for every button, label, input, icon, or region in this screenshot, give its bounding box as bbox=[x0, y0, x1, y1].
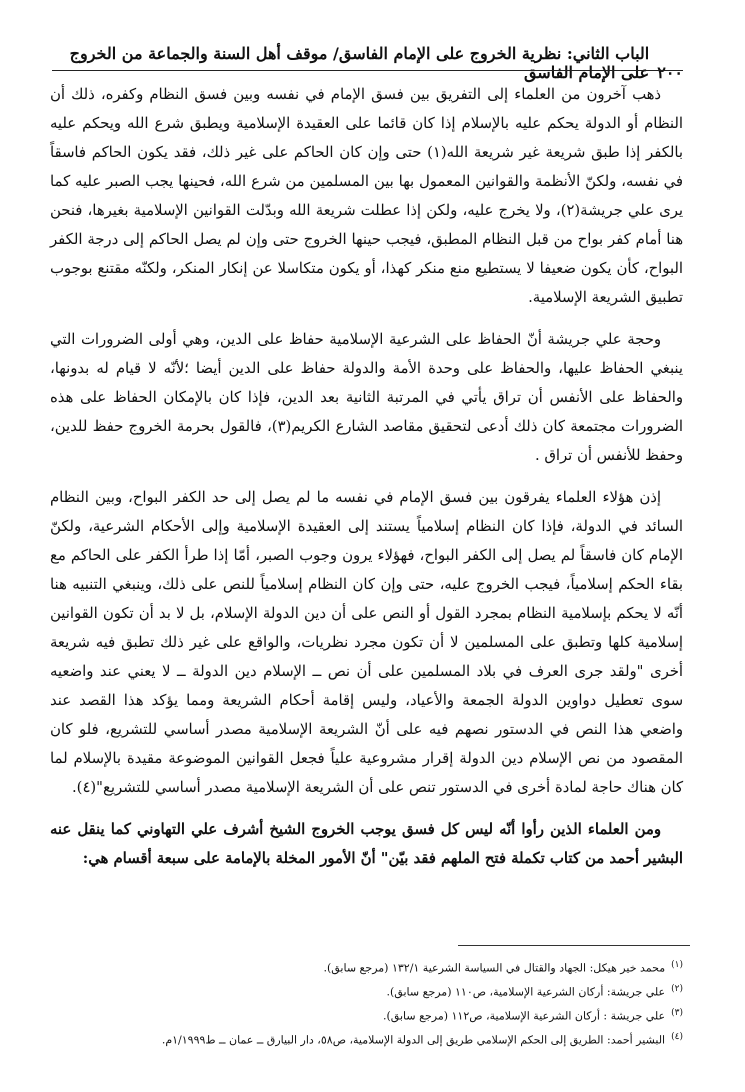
footnote-mark: (٣) bbox=[671, 1008, 683, 1019]
page-number: ٢٠٠ bbox=[657, 63, 683, 83]
footnote-1 bbox=[80, 955, 683, 979]
footnote-text: محمد خير هيكل: الجهاد والقتال في السياسة الشرعية ١٣٢/١ (مرجع سابق). bbox=[323, 961, 666, 975]
footnote-mark: (١) bbox=[671, 960, 683, 970]
body-text bbox=[50, 80, 683, 886]
footnote-mark: (٤) bbox=[671, 1032, 683, 1043]
footnote-text: البشير أحمد: الطريق إلى الحكم الإسلامي طريق إلى الدولة الإسلامية، ص٥٨، دار البيارق ــ عمان ــ ط١/١٩٩٩م. bbox=[161, 1034, 666, 1048]
paragraph-3: إذن هؤلاء العلماء يفرقون بين فسق الإمام في نفسه ما لم يصل إلى حد الكفر البواح، وبين النظام السائد في الدولة، فإذا كان النظام إسلامياً يستند إلى العقيدة الإسلامية وإلى الأحكام الشرعية، ولكنّ الإمام كان فاسقاً لم يصل إلى الكفر البواح، فهؤلاء يرون وجوب الصبر، أمّا إذا طرأ الكفر على الحاكم مع بقاء الحكم إسلامياً، فيجب الخروج عليه، حتى وإن كان النظام إسلامياً للنص على ذلك، وينبغي التنبيه هنا أنّه لا يحكم بإسلامية النظام بمجرد القول أو النص على أن دين الدولة الإسلام، بل لا بد أن تكون القوانين إسلامية كلها وتطبق على المسلمين لا أن تكون مجرد نظريات، والواقع على غير ذلك تطبق فيه شريعة أخرى "ولقد جرى العرف في بلاد المسلمين على أن نص ــ الإسلام دين الدولة ــ لا يعني عند واضعيه سوى تعطيل دواوين الدولة الجمعة والأعياد، وليس إقامة أحكام الشريعة ومما يؤكد هذا القصد عند واضعي هذا النص في الدستور نصهم فيه على أنّ الشريعة الإسلامية مصدر أساسي للتشريع، فلو كان المقصود من نص الإسلام دين الدولة إقرار مشروعية علياً فجعل القوانين الموضوعة مقيدة بالإسلام لما كان هناك حاجة لمادة أخرى في الدستور تنص على أن الشريعة الإسلامية مصدر أساسي للتشريع"(٤). bbox=[50, 489, 683, 796]
footnote-4 bbox=[80, 1027, 683, 1051]
running-title: الباب الثاني: نظرية الخروج على الإمام الفاسق/ موقف أهل السنة والجماعة من الخروج على الإمام الفاسق bbox=[69, 44, 650, 83]
paragraph-4: ومن العلماء الذين رأوا أنّه ليس كل فسق يوجب الخروج الشيخ أشرف علي التهاوني كما ينقل عنه البشير أحمد من كتاب تكملة فتح الملهم فقد بيّن" أنّ الأمور المخلة بالإمامة على سبعة أقسام هي: bbox=[50, 821, 683, 867]
footnote-text: علي جريشة: أركان الشرعية الإسلامية، ص١١٠ (مرجع سابق). bbox=[386, 985, 666, 999]
footnote-text: علي جريشة : أركان الشرعية الإسلامية، ص١١٢ (مرجع سابق). bbox=[383, 1009, 666, 1023]
footnote-divider bbox=[458, 945, 690, 946]
footnote-3 bbox=[80, 1003, 683, 1027]
page-header bbox=[52, 44, 683, 82]
footnote-mark: (٢) bbox=[671, 984, 683, 995]
footnotes bbox=[80, 955, 683, 1052]
footnote-2 bbox=[80, 979, 683, 1003]
header-divider bbox=[52, 70, 683, 71]
paragraph-2: وحجة علي جريشة أنّ الحفاظ على الشرعية الإسلامية حفاظ على الدين، وهي أولى الضرورات التي ينبغي الحفاظ عليها، والحفاظ على وحدة الأمة والدولة حفاظ على الدين أيضا ؛لأنّه لا قيام له بدونها، والحفاظ على الأنفس أن تراق يأتي في المرتبة الثانية بعد الدين، فإذا كان بالإمكان الحفاظ على هذه الضرورات مجتمعة كان ذلك أدعى لتحقيق مقاصد الشارع الكريم(٣)، فالقول بحرمة الخروج حفظ للدين، وحفظ للأنفس أن تراق . bbox=[50, 331, 683, 464]
paragraph-1: ذهب آخرون من العلماء إلى التفريق بين فسق الإمام في نفسه وبين فسق النظام وكفره، ذلك أن النظام أو الدولة يحكم عليه بالإسلام إذا كان قائما على العقيدة الإسلامية ويطبق شرع الله ويحكم عليه بالكفر إذا طبق شريعة غير شريعة الله(١) حتى وإن كان الحاكم على غير ذلك، فقد يكون الحاكم فاسقاً في نفسه، ولكنّ الأنظمة والقوانين المعمول بها بين المسلمين من شرع الله، فحينها يجب الصبر عليه كما يرى علي جريشة(٢)، ولا يخرج عليه، ولكن إذا عطلت شريعة الله وبدّلت القوانين الإسلامية بغيرها، فنحن هنا أمام كفر بواح من قبل النظام المطبق، فيجب حينها الخروج حتى وإن لم يصل الحاكم إلى درجة الكفر البواح، كأن يكون ضعيفا لا يستطيع منع منكر كهذا، أو يكون متكاسلا عن إنكار المنكر، ولكنّه مقتنع بوجوب تطبيق الشريعة الإسلامية. bbox=[50, 86, 684, 306]
